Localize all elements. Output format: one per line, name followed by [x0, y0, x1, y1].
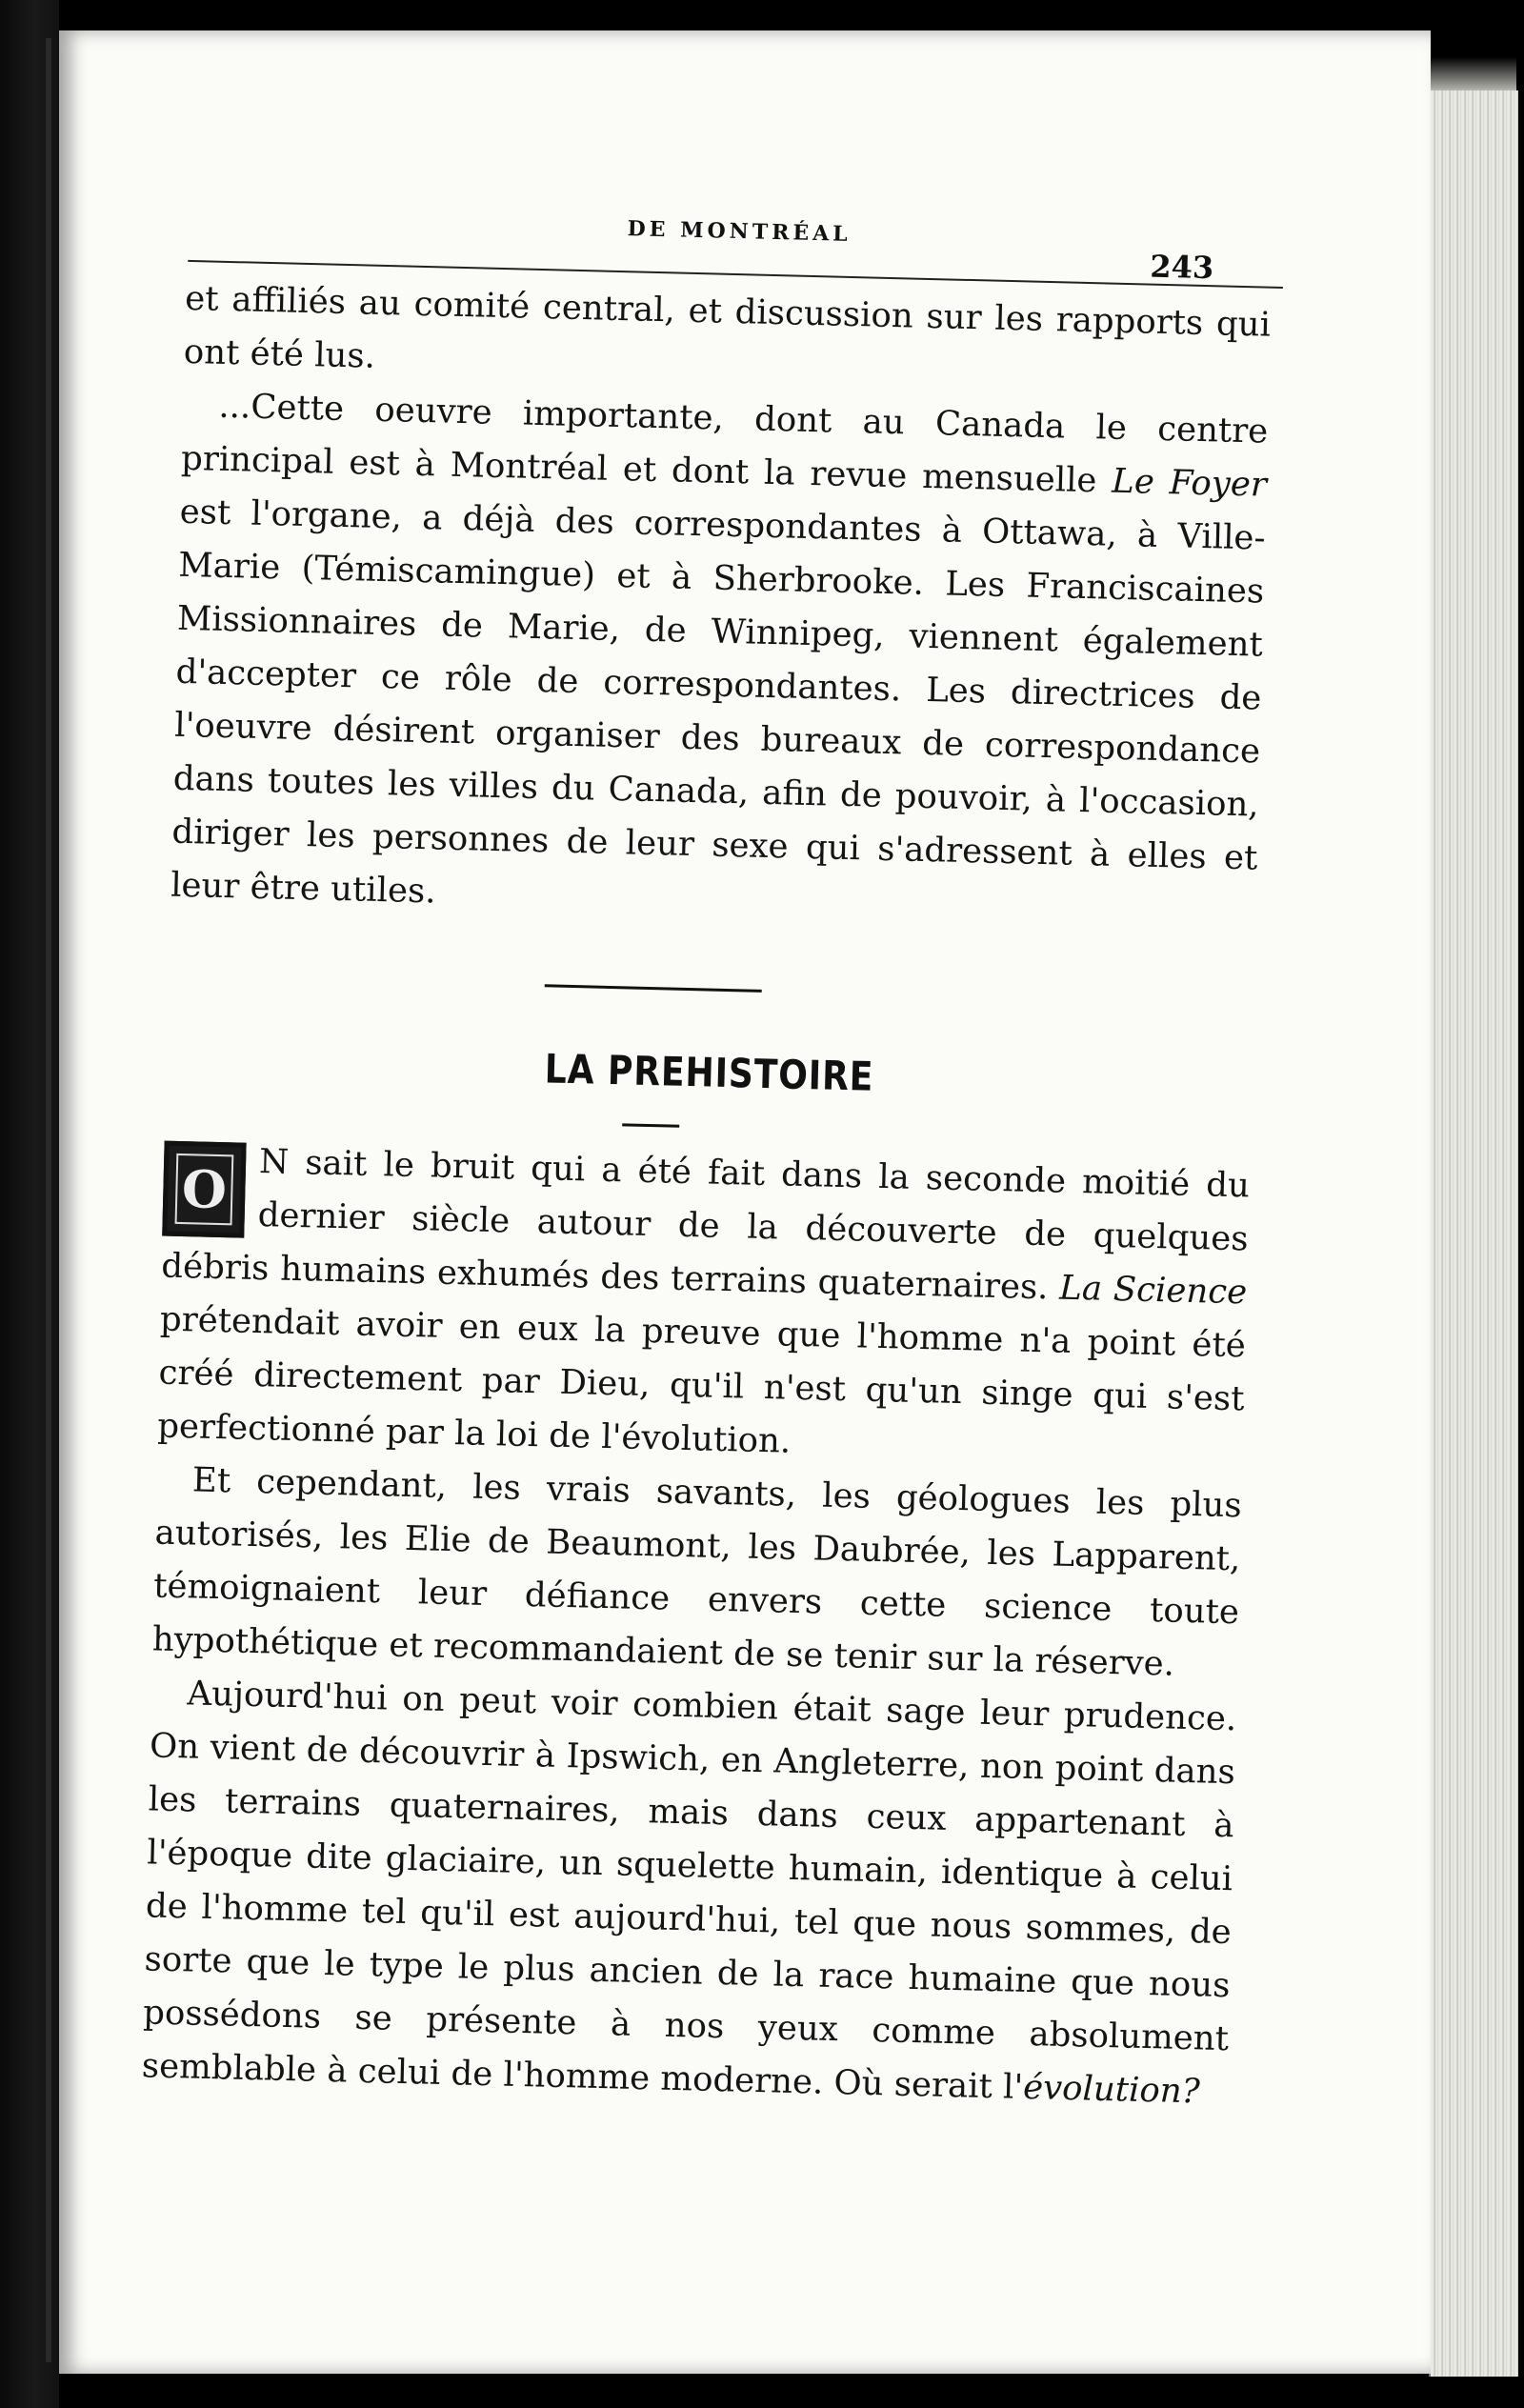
section-separator [545, 984, 762, 993]
paragraph-savants: Et cependant, les vrais savants, les géologues les plus autorisés, les Elie de Beaumont, les Daubrée, les Lapparent, témoignaient leur défiance envers cette science toute hypothétique et recommandaient de se tenir sur la réserve. [151, 1460, 1243, 1684]
dropcap-ornament [162, 1141, 246, 1238]
text-block-top [170, 272, 1272, 939]
title-underline [622, 1123, 679, 1127]
dropcap-letter: O [181, 1158, 228, 1221]
paragraph-oeuvre: ...Cette oeuvre importante, dont au Canada le centre principal est à Montréal et dont la revue mensuelle Le Foyer est l'organe, a déjà des correspondantes à Ottawa, à Ville-Marie (Témiscamingue) et à Sherbrooke. Les Franciscaines Missionnaires de Marie, de Winnipeg, viennent également d'accepter ce rôle de correspondantes. Les directrices de l'oeuvre désirent organiser des bureaux de correspondance dans toutes les villes du Canada, afin de pouvoir, à l'occasion, diriger les personnes de leur sexe qui s'adressent à elles et leur être utiles. [170, 386, 1269, 912]
paragraph-continued: et affiliés au comité central, et discussion sur les rapports qui ont été lus. [183, 278, 1272, 376]
italic-title-le-foyer: Le Foyer [1111, 461, 1268, 505]
paragraph-intro: O N sait le bruit qui a été fait dans la seconde moitié du dernier siècle autour de la découverte de quelques débris humains exhumés des terrains quaternaires. La Science prétendait avoir en eux la preuve que l'homme n'a point été créé directement par Dieu, qu'il n'est qu'un singe qui s'est perfectionné par la loi de l'évolution. [156, 1142, 1251, 1461]
text-block-prehistoire [141, 1134, 1250, 2120]
running-head: DE MONTRÉAL [627, 216, 852, 247]
italic-la-science: La Science [1058, 1268, 1248, 1313]
italic-evolution: évolution? [1022, 2067, 1201, 2112]
paragraph-ipswich: Aujourd'hui on peut voir combien était sage leur prudence. On vient de découvrir à Ipswich, en Angleterre, non point dans les terrains quaternaires, mais dans ceux appartenant à l'époque dite glaciaire, un squelette humain, identique à celui de l'homme tel qu'il est aujourd'hui, tel que nous sommes, de sorte que le type le plus ancien de la race humaine que nous possédons se présente à nos yeux comme absolument semblable à celui de l'homme moderne. Où serait l'évolution? [141, 1674, 1237, 2112]
section-title: LA PREHISTOIRE [544, 1045, 874, 1100]
page-content [30, 14, 1458, 2390]
page-number: 243 [1149, 248, 1214, 287]
